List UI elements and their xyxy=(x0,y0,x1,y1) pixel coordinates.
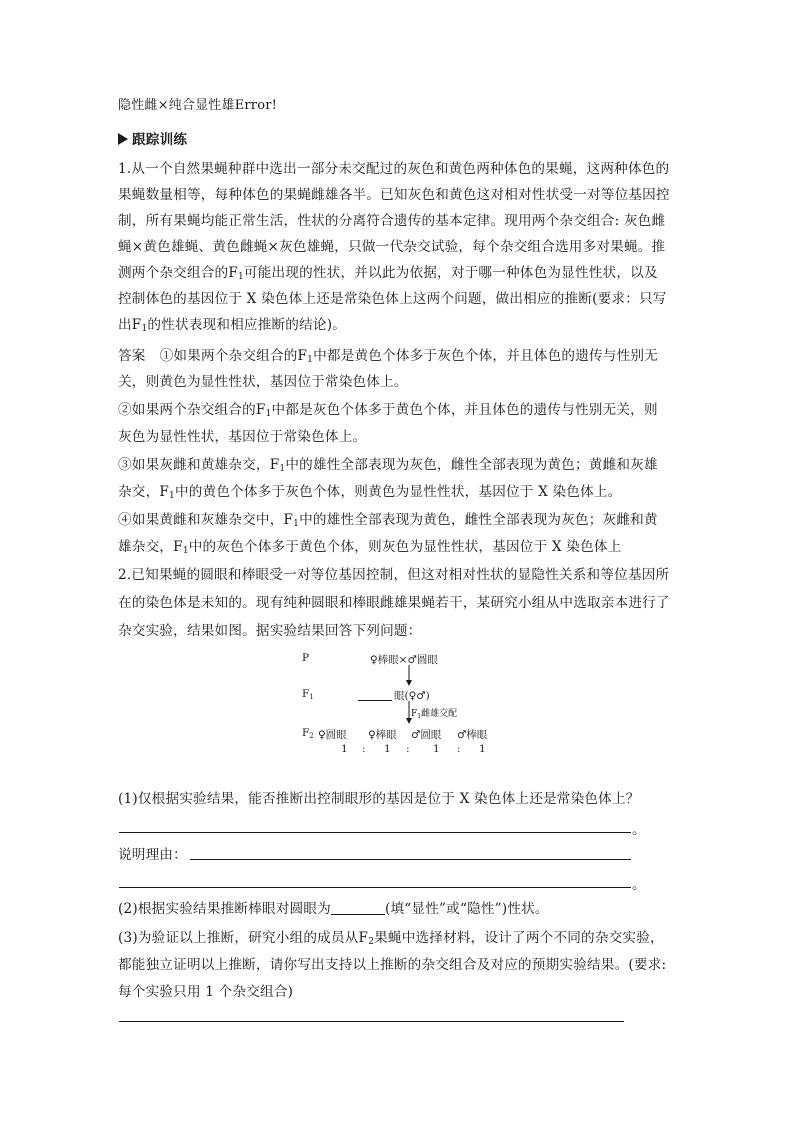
answer-2-b: 中都是灰色个体多于黄色个体，并且体色的遗传与性别无关，则 xyxy=(271,402,658,418)
answer-4-c: 雄杂交，F xyxy=(118,539,183,555)
sub-q1: (1)仅根据实验结果，能否推断出控制眼形的基因是位于 X 染色体上还是常染色体上？ xyxy=(118,791,640,807)
answer-2-a: ②如果两个杂交组合的F xyxy=(118,402,266,418)
ratio-1: 1 xyxy=(341,743,348,755)
answer-line-3 xyxy=(118,400,658,424)
answer-line-2: 关，则黄色为显性性状，基因位于常染色体上。 xyxy=(118,374,408,390)
sub-q2-b: (填“显性”或“隐性”)性状。 xyxy=(384,901,549,917)
answer-line-8 xyxy=(118,537,621,561)
f2-phenotype-2: ♀棒眼 xyxy=(368,729,397,741)
answer-3-a: ③如果灰雌和黄雄杂交，F xyxy=(118,457,280,473)
period-1: 。 xyxy=(632,822,646,838)
arrow-p-to-f1 xyxy=(404,665,414,687)
dominance-blank[interactable] xyxy=(331,900,385,915)
f2-phenotype-1: ♀圆眼 xyxy=(318,729,347,741)
answer-3-b: 中的雄性全部表现为灰色，雌性全部表现为黄色；黄雌和灰雄 xyxy=(285,457,658,473)
subscript-1: 1 xyxy=(237,272,244,282)
answer-4-d: 中的灰色个体多于黄色个体，则灰色为显性性状，基因位于 X 染色体上 xyxy=(188,539,622,555)
q1-line-7-b: 的性状表现和相应推断的结论)。 xyxy=(147,317,346,333)
subscript-1: 1 xyxy=(293,519,300,529)
q1-line-3: 制，所有果蝇均能正常生活，性状的分离符合遗传的基本定律。现用两个杂交组合: 灰色雌 xyxy=(118,213,666,229)
ratio-2: 1 xyxy=(384,743,391,755)
sub-q2 xyxy=(118,899,549,919)
sub-q3-line-3: 每个实验只用 1 个杂交组合) xyxy=(118,984,294,1000)
q1-line-7 xyxy=(118,315,346,339)
section-title xyxy=(118,130,187,150)
answer-line-5 xyxy=(118,455,658,479)
subscript-1: 1 xyxy=(141,324,148,334)
q1-line-7-a: 出F xyxy=(118,317,142,333)
f2-label: $F_2$ xyxy=(302,727,314,740)
f1-mating-note: $F_1$雌雄交配 xyxy=(411,709,458,720)
q1-line-5-b: 可能出现的性状，并以此为依据，对于哪一种体色为显性性状，以及 xyxy=(243,265,658,281)
answer-3-d: 中的黄色个体多于灰色个体，则黄色为显性性状，基因位于 X 染色体上。 xyxy=(174,484,622,500)
answer-line-6 xyxy=(118,482,621,506)
answer-1-b: 中都是黄色个体多于灰色个体，并且体色的遗传与性别无 xyxy=(313,348,658,364)
reason-label: 说明理由： xyxy=(118,847,187,863)
p-label: P xyxy=(302,652,310,664)
q1-line-5-a: 测两个杂交组合的F xyxy=(118,265,238,281)
q2-line-1: 2.已知果蝇的圆眼和棒眼受一对等位基因控制，但这对相对性状的显隐性关系和等位基因所 xyxy=(118,567,670,583)
answer-line-7 xyxy=(118,510,658,534)
q1-line-5 xyxy=(118,263,658,287)
p-cross: ♀棒眼×♂圆眼 xyxy=(370,654,438,666)
f2-phenotype-4: ♂棒眼 xyxy=(457,729,488,741)
ratio-4: 1 xyxy=(479,743,486,755)
sub-q3-line-2: 都能独立证明以上推断，请你写出支持以上推断的杂交组合及对应的预期实验结果。(要求: xyxy=(118,957,667,973)
subscript-1: 1 xyxy=(169,491,175,501)
f1-blank xyxy=(358,700,392,701)
answer-3-c: 杂交，F xyxy=(118,484,170,500)
answer-4-a: ④如果黄雌和灰雄杂交中，F xyxy=(118,512,294,528)
answer-blank-3[interactable] xyxy=(119,1021,624,1022)
header-line: 隐性雌×纯合显性雄Error! xyxy=(118,98,278,113)
answer-line-1 xyxy=(118,346,658,370)
period-2: 。 xyxy=(632,877,646,893)
ratio-colon-1: : xyxy=(362,743,366,755)
answer-4-b: 中的雄性全部表现为黄色，雌性全部表现为灰色；灰雌和黄 xyxy=(299,512,658,528)
f1-label: $F_1$ xyxy=(302,688,314,701)
answer-1-a: ①如果两个杂交组合的F xyxy=(159,348,308,364)
q1-line-1: 1.从一个自然果蝇种群中选出一部分未交配过的灰色和黄色两种体色的果蝇，这两种体色的 xyxy=(118,161,670,177)
answer-label: 答案 xyxy=(118,348,146,364)
ratio-3: 1 xyxy=(433,743,440,755)
f1-text: 眼(♀♂) xyxy=(394,690,430,702)
q2-line-3: 杂交实验，结果如图。据实验结果回答下列问题： xyxy=(118,623,422,639)
sub-q3-line-1 xyxy=(118,928,664,952)
ratio-colon-3: : xyxy=(457,743,461,755)
q1-line-2: 果蝇数量相等，每种体色的果蝇雌雄各半。已知灰色和黄色这对相对性状受一对等位基因控 xyxy=(118,187,670,203)
answer-blank-1[interactable] xyxy=(119,832,631,833)
subscript-1: 1 xyxy=(307,355,314,365)
reason-blank[interactable] xyxy=(190,859,631,860)
subscript-1: 1 xyxy=(182,546,189,556)
sub-q3-b: 果蝇中选择材料，设计了两个不同的杂交实验， xyxy=(374,930,664,946)
q2-line-2: 在的染色体是未知的。现有纯种圆眼和棒眼雌雄果蝇若干，某研究小组从中选取亲本进行了 xyxy=(118,595,670,611)
ratio-colon-2: : xyxy=(406,743,410,755)
answer-line-4: 灰色为显性性状，基因位于常染色体上。 xyxy=(118,429,367,445)
sub-q2-a: (2)根据实验结果推断棒眼对圆眼为 xyxy=(118,901,331,917)
subscript-1: 1 xyxy=(265,409,272,419)
q1-line-6: 控制体色的基因位于 X 染色体上还是常染色体上这两个问题，做出相应的推断(要求：只写 xyxy=(118,291,667,307)
subscript-1: 1 xyxy=(279,464,286,474)
subscript-2: 2 xyxy=(368,937,375,947)
q1-line-4: 蝇×黄色雄蝇、黄色雌蝇×灰色雄蝇，只做一代杂交试验，每个杂交组合选用多对果蝇。推 xyxy=(118,239,666,255)
section-title-text: 跟踪训练 xyxy=(132,132,188,148)
answer-blank-2[interactable] xyxy=(119,887,631,888)
play-triangle-icon xyxy=(118,133,128,145)
f2-phenotype-3: ♂圆眼 xyxy=(411,729,442,741)
sub-q3-a: (3)为验证以上推断，研究小组的成员从F xyxy=(118,930,369,946)
